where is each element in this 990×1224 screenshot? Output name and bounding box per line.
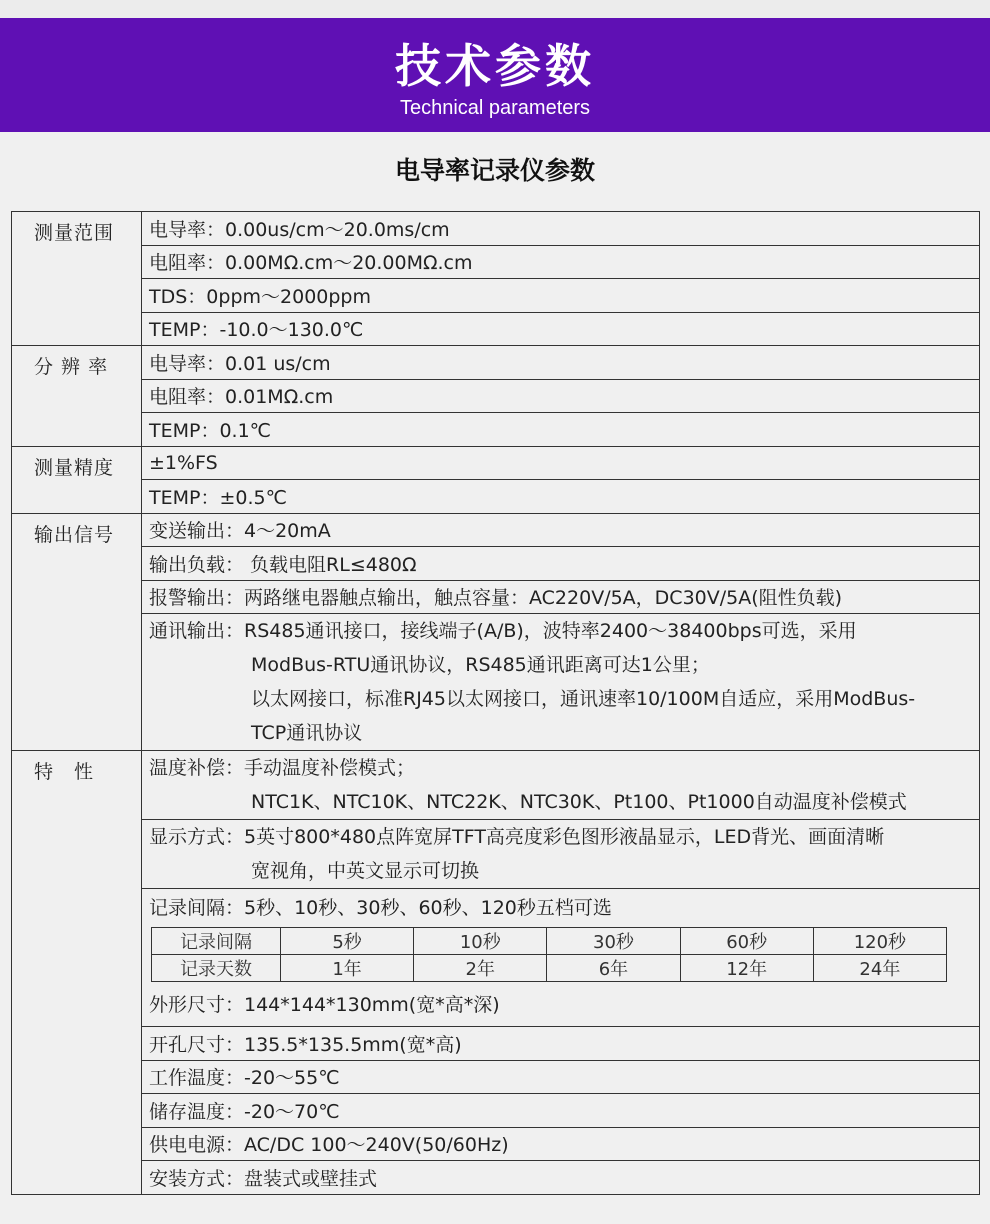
temp-comp-line-1: 温度补偿：手动温度补偿模式； bbox=[149, 757, 416, 779]
table-row bbox=[12, 580, 980, 614]
record-interval-text: 记录间隔：5秒、10秒、30秒、60秒、120秒五档可选 bbox=[149, 897, 612, 919]
table-row bbox=[12, 312, 980, 346]
banner-title: 技术参数 bbox=[395, 39, 595, 93]
record-cell: 60秒 bbox=[680, 928, 813, 955]
output-alarm: 报警输出：两路继电器触点输出，触点容量：AC220V/5A，DC30V/5A(阻性负载) bbox=[142, 580, 980, 614]
spec-table bbox=[11, 211, 980, 1195]
table-row bbox=[12, 1127, 980, 1161]
features-install: 安装方式：盘装式或壁挂式 bbox=[142, 1161, 980, 1195]
category-features: 特 性 bbox=[12, 751, 142, 1195]
table-row bbox=[12, 480, 980, 514]
features-storage-temp: 储存温度：-20～70℃ bbox=[142, 1094, 980, 1128]
table-row bbox=[12, 1060, 980, 1094]
accuracy-temp: TEMP：±0.5℃ bbox=[142, 480, 980, 514]
banner-subtitle: Technical parameters bbox=[399, 97, 591, 119]
record-cell: 120秒 bbox=[813, 928, 946, 955]
output-comm bbox=[142, 614, 980, 751]
table-row bbox=[12, 889, 980, 1027]
table-row bbox=[12, 614, 980, 751]
resolution-temp: TEMP：0.1℃ bbox=[142, 413, 980, 447]
record-cell: 5秒 bbox=[281, 928, 414, 955]
table-row bbox=[12, 413, 980, 447]
output-transmit: 变送输出：4～20mA bbox=[142, 513, 980, 547]
accuracy-fs: ±1%FS bbox=[142, 446, 980, 480]
features-record bbox=[142, 889, 980, 1027]
category-resolution: 分 辨 率 bbox=[12, 346, 142, 447]
top-strip bbox=[0, 0, 990, 18]
record-cell: 6年 bbox=[547, 955, 680, 982]
banner bbox=[0, 18, 990, 132]
table-row bbox=[12, 1027, 980, 1061]
table-row bbox=[12, 446, 980, 480]
section-title: 电导率记录仪参数 bbox=[394, 156, 595, 185]
record-table-row bbox=[152, 955, 947, 982]
category-output: 输出信号 bbox=[12, 513, 142, 751]
record-cell: 30秒 bbox=[547, 928, 680, 955]
record-cell: 12年 bbox=[680, 955, 813, 982]
range-tds: TDS：0ppm～2000ppm bbox=[142, 279, 980, 313]
range-resistivity: 电阻率：0.00MΩ.cm～20.00MΩ.cm bbox=[142, 245, 980, 279]
category-accuracy: 测量精度 bbox=[12, 446, 142, 513]
table-row bbox=[12, 245, 980, 279]
record-cell: 10秒 bbox=[414, 928, 547, 955]
range-conductivity: 电导率：0.00us/cm～20.0ms/cm bbox=[142, 212, 980, 246]
resolution-resistivity: 电阻率：0.01MΩ.cm bbox=[142, 379, 980, 413]
table-row bbox=[12, 820, 980, 889]
comm-line-1: 通讯输出：RS485通讯接口，接线端子(A/B)，波特率2400～38400bps可选，采用 bbox=[149, 620, 857, 642]
category-range: 测量范围 bbox=[12, 212, 142, 346]
table-row bbox=[12, 751, 980, 820]
features-display bbox=[142, 820, 980, 889]
table-row bbox=[12, 212, 980, 246]
record-cell: 记录间隔 bbox=[152, 928, 281, 955]
display-line-1: 显示方式：5英寸800*480点阵宽屏TFT高亮度彩色图形液晶显示，LED背光、画面清晰 bbox=[149, 826, 885, 848]
record-table-header bbox=[152, 928, 947, 955]
range-temp: TEMP：-10.0～130.0℃ bbox=[142, 312, 980, 346]
display-line-2: 宽视角，中英文显示可切换 bbox=[251, 860, 480, 882]
table-row bbox=[12, 513, 980, 547]
output-load: 输出负载： 负载电阻RL≤480Ω bbox=[142, 547, 980, 581]
features-work-temp: 工作温度：-20～55℃ bbox=[142, 1060, 980, 1094]
features-temp-comp bbox=[142, 751, 980, 820]
features-power: 供电电源：AC/DC 100～240V(50/60Hz) bbox=[142, 1127, 980, 1161]
features-cutout: 开孔尺寸：135.5*135.5mm(宽*高) bbox=[142, 1027, 980, 1061]
table-row bbox=[12, 279, 980, 313]
comm-line-2: ModBus-RTU通讯协议，RS485通讯距离可达1公里； bbox=[251, 654, 710, 676]
table-row bbox=[12, 1094, 980, 1128]
record-cell: 24年 bbox=[813, 955, 946, 982]
table-row bbox=[12, 1161, 980, 1195]
table-row bbox=[12, 547, 980, 581]
comm-line-4: TCP通讯协议 bbox=[251, 722, 363, 744]
resolution-conductivity: 电导率：0.01 us/cm bbox=[142, 346, 980, 380]
temp-comp-line-2: NTC1K、NTC10K、NTC22K、NTC30K、Pt100、Pt1000自动温度补偿模式 bbox=[251, 791, 907, 813]
record-cell: 2年 bbox=[414, 955, 547, 982]
record-table bbox=[151, 927, 947, 982]
dimensions-text: 外形尺寸：144*144*130mm(宽*高*深) bbox=[149, 994, 500, 1016]
record-cell: 1年 bbox=[281, 955, 414, 982]
record-cell: 记录天数 bbox=[152, 955, 281, 982]
comm-line-3: 以太网接口，标准RJ45以太网接口，通讯速率10/100M自适应，采用ModBus- bbox=[251, 688, 916, 710]
table-row bbox=[12, 379, 980, 413]
table-row bbox=[12, 346, 980, 380]
